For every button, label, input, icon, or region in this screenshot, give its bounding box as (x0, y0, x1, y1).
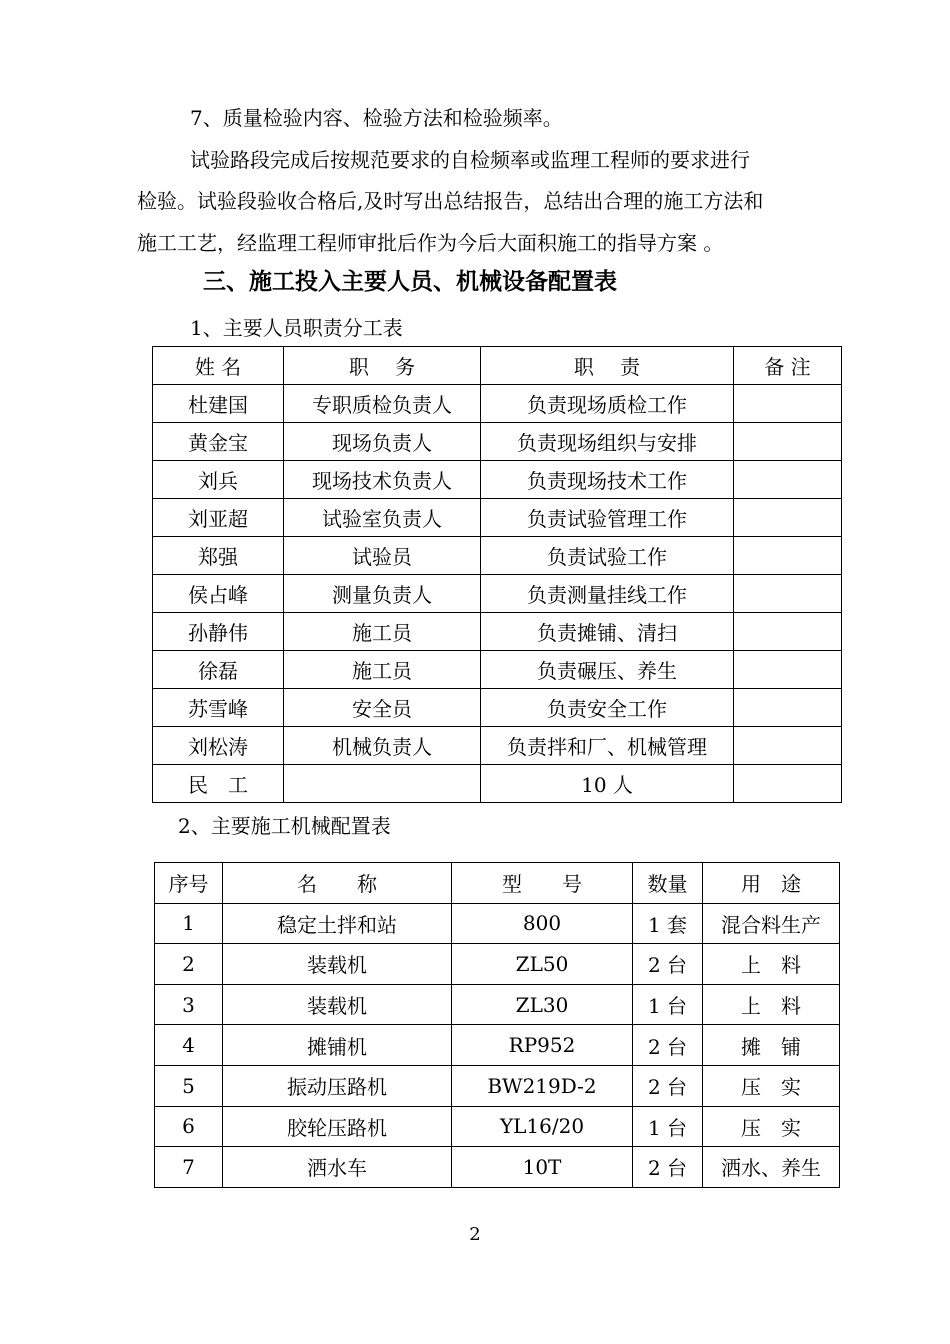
machine-table-cell: 摊 铺 (703, 1025, 840, 1066)
machine-table-cell: 1 台 (633, 984, 703, 1025)
machine-table-header-cell: 数量 (633, 863, 703, 904)
staff-table-header-row (153, 347, 842, 385)
machine-table-cell: 1 台 (633, 1106, 703, 1147)
machine-table-header-cell: 型 号 (452, 863, 633, 904)
staff-table-cell: 刘亚超 (153, 499, 284, 537)
staff-table-cell: 民 工 (153, 765, 284, 803)
staff-table-cell: 苏雪峰 (153, 689, 284, 727)
staff-table-cell: 负责现场质检工作 (481, 385, 734, 423)
machine-table-cell: BW219D-2 (452, 1065, 633, 1106)
paragraph-line-2: 检验。试验段验收合格后,及时写出总结报告，总结出合理的施工方法和 (137, 189, 764, 213)
staff-table-row (153, 537, 842, 575)
staff-table-row (153, 575, 842, 613)
staff-table-row (153, 727, 842, 765)
machine-table-row (155, 1147, 840, 1188)
machine-table-cell: 装载机 (223, 944, 452, 985)
machine-table-cell: 上 料 (703, 984, 840, 1025)
staff-table-cell: 现场技术负责人 (284, 461, 481, 499)
staff-table-cell: 负责拌和厂、机械管理 (481, 727, 734, 765)
staff-table-cell: 刘兵 (153, 461, 284, 499)
machine-table-cell: 压 实 (703, 1065, 840, 1106)
staff-table-cell: 机械负责人 (284, 727, 481, 765)
staff-table-cell (734, 499, 842, 537)
staff-table-row (153, 385, 842, 423)
machine-table-header-cell: 用 途 (703, 863, 840, 904)
staff-table-cell: 负责试验管理工作 (481, 499, 734, 537)
staff-table-cell (734, 385, 842, 423)
machine-table-cell: 振动压路机 (223, 1065, 452, 1106)
staff-table-cell (284, 765, 481, 803)
machine-table-cell: ZL30 (452, 984, 633, 1025)
staff-table-row (153, 461, 842, 499)
staff-table-cell: 郑强 (153, 537, 284, 575)
machine-table-header-cell: 序号 (155, 863, 223, 904)
staff-table-cell (734, 575, 842, 613)
machine-table-cell: ZL50 (452, 944, 633, 985)
machine-table-row (155, 1025, 840, 1066)
staff-table-cell: 负责碾压、养生 (481, 651, 734, 689)
machine-table-row (155, 944, 840, 985)
machine-table-cell: 10T (452, 1147, 633, 1188)
paragraph-line-1: 试验路段完成后按规范要求的自检频率或监理工程师的要求进行 (190, 148, 750, 172)
machine-table-cell: 3 (155, 984, 223, 1025)
staff-table-cell: 孙静伟 (153, 613, 284, 651)
staff-table-cell: 现场负责人 (284, 423, 481, 461)
machine-table-header-row (155, 863, 840, 904)
machine-table-cell: 5 (155, 1065, 223, 1106)
machine-table-cell: 1 套 (633, 903, 703, 944)
staff-table-header-cell: 姓 名 (153, 347, 284, 385)
staff-table-row (153, 765, 842, 803)
machine-table-row (155, 984, 840, 1025)
staff-table-cell (734, 727, 842, 765)
staff-table-cell: 徐磊 (153, 651, 284, 689)
machine-table-cell: RP952 (452, 1025, 633, 1066)
staff-table-caption: 1、主要人员职责分工表 (190, 316, 403, 340)
machine-table-cell: 装载机 (223, 984, 452, 1025)
machine-table-row (155, 1065, 840, 1106)
machine-table-cell: 摊铺机 (223, 1025, 452, 1066)
machine-table-cell: 压 实 (703, 1106, 840, 1147)
staff-table-cell: 10 人 (481, 765, 734, 803)
staff-table-header-cell: 备 注 (734, 347, 842, 385)
staff-table-cell: 试验员 (284, 537, 481, 575)
machine-table-cell: 2 台 (633, 944, 703, 985)
staff-table-cell: 试验室负责人 (284, 499, 481, 537)
staff-table-header-cell: 职 责 (481, 347, 734, 385)
staff-table-cell (734, 537, 842, 575)
machine-table-cell: 胶轮压路机 (223, 1106, 452, 1147)
machine-table-cell: YL16/20 (452, 1106, 633, 1147)
staff-table-cell: 杜建国 (153, 385, 284, 423)
staff-table-row (153, 651, 842, 689)
page-number: 2 (469, 1224, 481, 1245)
machine-table-cell: 6 (155, 1106, 223, 1147)
staff-table-cell (734, 423, 842, 461)
staff-table-row (153, 689, 842, 727)
machine-table-cell: 1 (155, 903, 223, 944)
machine-table-cell: 4 (155, 1025, 223, 1066)
staff-table-cell: 施工员 (284, 613, 481, 651)
staff-table-row (153, 613, 842, 651)
staff-table-cell (734, 651, 842, 689)
machine-table (154, 862, 840, 1188)
staff-table-cell: 黄金宝 (153, 423, 284, 461)
staff-table-cell (734, 689, 842, 727)
staff-table-cell: 负责现场组织与安排 (481, 423, 734, 461)
staff-table-cell: 负责测量挂线工作 (481, 575, 734, 613)
staff-table-cell: 测量负责人 (284, 575, 481, 613)
machine-table-row (155, 1106, 840, 1147)
machine-table-header-cell: 名 称 (223, 863, 452, 904)
machine-table-cell: 混合料生产 (703, 903, 840, 944)
staff-table (152, 346, 842, 803)
staff-table-cell: 负责试验工作 (481, 537, 734, 575)
machine-table-cell: 2 台 (633, 1065, 703, 1106)
machine-table-cell: 7 (155, 1147, 223, 1188)
staff-table-cell (734, 461, 842, 499)
staff-table-cell: 负责摊铺、清扫 (481, 613, 734, 651)
staff-table-cell: 施工员 (284, 651, 481, 689)
staff-table-cell: 刘松涛 (153, 727, 284, 765)
staff-table-cell: 专职质检负责人 (284, 385, 481, 423)
staff-table-cell: 负责现场技术工作 (481, 461, 734, 499)
machine-table-cell: 上 料 (703, 944, 840, 985)
staff-table-row (153, 499, 842, 537)
machine-table-cell: 2 台 (633, 1025, 703, 1066)
section-heading: 三、施工投入主要人员、机械设备配置表 (203, 269, 617, 295)
machine-table-cell: 洒水、养生 (703, 1147, 840, 1188)
machine-table-cell: 2 台 (633, 1147, 703, 1188)
machine-table-cell: 稳定土拌和站 (223, 903, 452, 944)
machine-table-cell: 2 (155, 944, 223, 985)
machine-table-cell: 洒水车 (223, 1147, 452, 1188)
staff-table-row (153, 423, 842, 461)
staff-table-cell (734, 613, 842, 651)
paragraph-quality-inspection: 7、质量检验内容、检验方法和检验频率。 (190, 106, 563, 130)
staff-table-cell: 侯占峰 (153, 575, 284, 613)
machine-table-caption: 2、主要施工机械配置表 (178, 814, 391, 838)
machine-table-row (155, 903, 840, 944)
staff-table-cell: 安全员 (284, 689, 481, 727)
staff-table-cell (734, 765, 842, 803)
staff-table-header-cell: 职 务 (284, 347, 481, 385)
machine-table-cell: 800 (452, 903, 633, 944)
paragraph-line-3: 施工工艺，经监理工程师审批后作为今后大面积施工的指导方案 。 (137, 231, 724, 255)
staff-table-cell: 负责安全工作 (481, 689, 734, 727)
